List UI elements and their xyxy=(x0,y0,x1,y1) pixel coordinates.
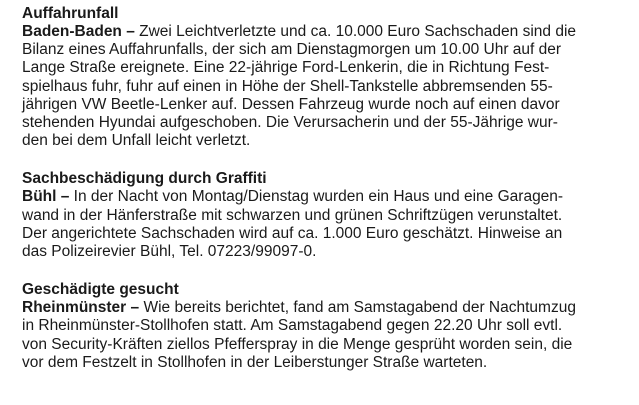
article-headline: Auffahrunfall xyxy=(22,5,119,22)
article-line: das Polizeirevier Bühl, Tel. 07223/99097-0. xyxy=(22,243,317,261)
article-line: vor dem Festzelt in Stollhofen in der Leiberstunger Straße warteten. xyxy=(22,353,488,371)
article-line xyxy=(22,23,627,41)
article-headline: Geschädigte gesucht xyxy=(22,281,179,299)
article-text: In der Nacht von Montag/Dienstag wurden ein Haus und eine Garagen- xyxy=(69,188,564,206)
article-text: Zwei Leichtverletzte und ca. 10.000 Euro Sachschaden sind die xyxy=(134,23,577,40)
article-line: Der angerichtete Sachschaden wird auf ca. 1.000 Euro geschätzt. Hinweise an xyxy=(22,224,563,242)
article-line: in Rheinmünster-Stollhofen statt. Am Samstagabend gegen 22.20 Uhr soll evtl. xyxy=(22,317,563,335)
article-line: wand in der Hänferstraße mit schwarzen und grünen Schriftzügen verunstaltet. xyxy=(22,206,563,224)
article-geschaedigte-gesucht xyxy=(22,281,627,372)
article-text: Wie bereits berichtet, fand am Samstagabend der Nachtumzug xyxy=(139,299,576,317)
article-dateline: Baden-Baden – xyxy=(22,23,135,40)
article-graffiti xyxy=(22,170,627,261)
article-line: Lange Straße ereignete. Eine 22-jährige Ford-Lenkerin, die in Richtung Fest- xyxy=(22,59,550,77)
article-headline: Sachbeschädigung durch Graffiti xyxy=(22,170,267,188)
article-line xyxy=(22,188,627,206)
article-line: jährigen VW Beetle-Lenker auf. Dessen Fahrzeug wurde noch auf einen davor xyxy=(22,95,560,113)
article-line: von Security-Kräften ziellos Pfefferspray in die Menge gesprüht worden sein, die xyxy=(22,335,573,353)
article-line: spielhaus fuhr, fuhr auf einen in Höhe der Shell-Tankstelle abbremsenden 55- xyxy=(22,77,553,95)
article-line: den bei dem Unfall leicht verletzt. xyxy=(22,132,251,150)
article-line: stehenden Hyundai aufgeschoben. Die Verursacherin und der 55-Jährige wur- xyxy=(22,114,558,132)
article-auffahrunfall xyxy=(22,5,627,150)
article-dateline: Bühl – xyxy=(22,188,70,206)
article-line: Bilanz eines Auffahrunfalls, der sich am Dienstagmorgen um 10.00 Uhr auf der xyxy=(22,41,562,59)
article-line xyxy=(22,299,627,317)
article-dateline: Rheinmünster – xyxy=(22,299,140,317)
